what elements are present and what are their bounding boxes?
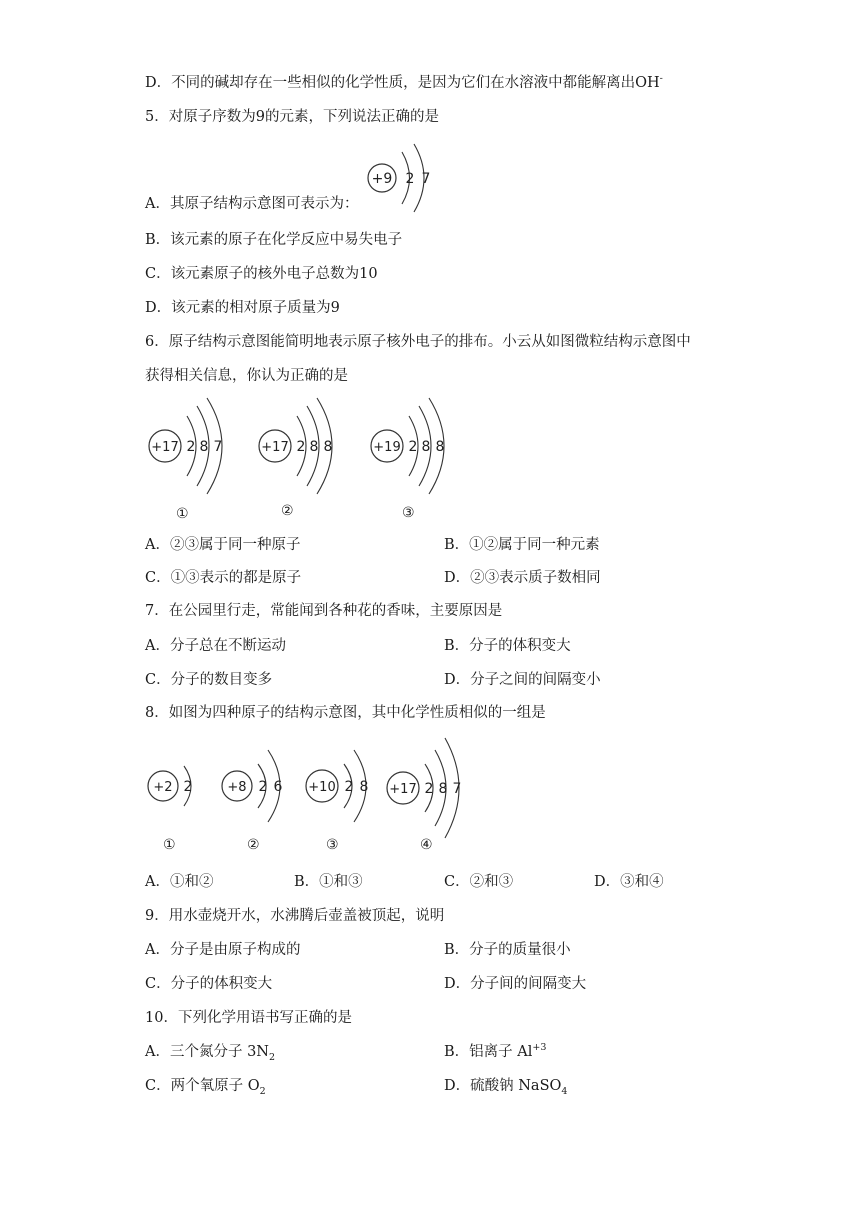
q8-atom-2-nucleus-label: +8 bbox=[227, 780, 247, 795]
q8-atom-4-shell-3-count: 7 bbox=[452, 781, 462, 797]
q8-atom-2-svg bbox=[220, 742, 300, 830]
q10-stem: 10．下列化学用语书写正确的是 bbox=[145, 1010, 352, 1026]
q10-option-b-text: B．铝离子 Al bbox=[444, 1044, 533, 1060]
q10-option-c bbox=[145, 1076, 266, 1096]
q6-atom-3-nucleus-label: +19 bbox=[373, 440, 401, 455]
q6-atom-2-svg bbox=[255, 396, 345, 496]
q6-atom-3-label: ③ bbox=[402, 505, 415, 521]
q6-atom-3-shell-3-count: 8 bbox=[435, 439, 445, 455]
q8-atom-1-nucleus-label: +2 bbox=[153, 780, 173, 795]
q5-option-d: D．该元素的相对原子质量为9 bbox=[145, 300, 340, 316]
q4-option-d-sup: - bbox=[659, 73, 663, 85]
q10-option-b bbox=[444, 1042, 546, 1062]
q6-stem-line-1: 6．原子结构示意图能简明地表示原子核外电子的排布。小云从如图微粒结构示意图中 bbox=[145, 334, 691, 350]
q10-option-b-sup: +3 bbox=[532, 1042, 547, 1054]
q5-option-c: C．该元素原子的核外电子总数为10 bbox=[145, 266, 378, 282]
q10-option-a-text: A．三个氮分子 3N bbox=[145, 1044, 269, 1060]
q5-stem: 5．对原子序数为9的元素，下列说法正确的是 bbox=[145, 109, 439, 125]
q8-atom-4-svg bbox=[385, 736, 475, 840]
q8-stem: 8．如图为四种原子的结构示意图，其中化学性质相似的一组是 bbox=[145, 705, 546, 721]
q6-atom-3-shell-2-count: 8 bbox=[421, 439, 431, 455]
q8-atom-3-shell-2-count: 8 bbox=[359, 779, 369, 795]
q6-atom-1-svg bbox=[145, 396, 235, 496]
q6-atom-2-label: ② bbox=[281, 503, 294, 519]
q6-atom-3-svg bbox=[367, 396, 457, 496]
q5-shell-2-count: 7 bbox=[421, 171, 431, 187]
q9-option-d: D．分子间的间隔变大 bbox=[444, 976, 587, 992]
q9-option-b: B．分子的质量很小 bbox=[444, 942, 571, 958]
q8-atom-1-svg bbox=[146, 758, 206, 814]
q6-option-b: B．①②属于同一种元素 bbox=[444, 537, 600, 553]
q8-atom-3-shell-1-count: 2 bbox=[344, 779, 354, 795]
q10-option-d bbox=[444, 1076, 567, 1096]
q7-option-d: D．分子之间的间隔变小 bbox=[444, 672, 601, 688]
q10-option-d-sub: 4 bbox=[561, 1085, 568, 1097]
q8-atom-3-svg bbox=[304, 742, 384, 830]
q9-option-a: A．分子是由原子构成的 bbox=[145, 942, 301, 958]
q8-option-c: C．②和③ bbox=[444, 874, 514, 890]
q8-atom-4-label: ④ bbox=[420, 837, 433, 853]
q8-atom-1-shell-1-count: 2 bbox=[183, 779, 193, 795]
q6-option-c: C．①③表示的都是原子 bbox=[145, 570, 302, 586]
q5-atom-svg bbox=[362, 140, 442, 212]
q8-atom-4-nucleus-label: +17 bbox=[389, 782, 417, 797]
q6-atom-1 bbox=[145, 396, 235, 500]
q8-atom-2-label: ② bbox=[247, 837, 260, 853]
q6-atom-2-shell-2-count: 8 bbox=[309, 439, 319, 455]
q8-atom-4-shell-2-count: 8 bbox=[438, 781, 448, 797]
q9-stem: 9．用水壶烧开水，水沸腾后壶盖被顶起，说明 bbox=[145, 908, 445, 924]
q6-stem-line-2: 获得相关信息，你认为正确的是 bbox=[145, 368, 348, 384]
q10-option-c-sub: 2 bbox=[259, 1085, 266, 1097]
q8-atom-1 bbox=[146, 758, 206, 818]
q5-option-b: B．该元素的原子在化学反应中易失电子 bbox=[145, 232, 403, 248]
q8-atom-1-label: ① bbox=[163, 837, 176, 853]
q8-atom-2-shell-1-count: 2 bbox=[258, 779, 268, 795]
q8-atom-2-shell-2-count: 6 bbox=[273, 779, 283, 795]
q6-option-d: D．②③表示质子数相同 bbox=[444, 570, 601, 586]
q10-option-c-text: C．两个氧原子 O bbox=[145, 1078, 260, 1094]
q10-option-d-text: D．硫酸钠 NaSO bbox=[444, 1078, 562, 1094]
q10-option-a-sub: 2 bbox=[269, 1051, 276, 1063]
q6-atom-1-shell-3-count: 7 bbox=[213, 439, 223, 455]
q6-atom-1-nucleus-label: +17 bbox=[151, 440, 179, 455]
q6-atom-1-shell-2-count: 8 bbox=[199, 439, 209, 455]
q7-option-c: C．分子的数目变多 bbox=[145, 672, 273, 688]
q8-atom-3-nucleus-label: +10 bbox=[308, 780, 336, 795]
q8-option-a: A．①和② bbox=[145, 874, 214, 890]
q7-stem: 7．在公园里行走，常能闻到各种花的香味，主要原因是 bbox=[145, 603, 503, 619]
q5-nucleus-label: +9 bbox=[371, 171, 393, 187]
q8-atom-4 bbox=[385, 736, 475, 844]
q8-atom-4-shell-1-count: 2 bbox=[424, 781, 434, 797]
q6-atom-3-shell-1-count: 2 bbox=[408, 439, 418, 455]
q6-atom-2-shell-3-count: 8 bbox=[323, 439, 333, 455]
q9-option-c: C．分子的体积变大 bbox=[145, 976, 273, 992]
q4-option-d bbox=[145, 73, 663, 93]
q7-option-a: A．分子总在不断运动 bbox=[145, 638, 286, 654]
q5-atom-diagram bbox=[362, 140, 442, 216]
q8-atom-3 bbox=[304, 742, 384, 834]
q6-atom-1-shell-1-count: 2 bbox=[186, 439, 196, 455]
q6-atom-2 bbox=[255, 396, 345, 500]
q5-option-a: A．其原子结构示意图可表示为： bbox=[145, 196, 359, 212]
q8-atom-3-label: ③ bbox=[326, 837, 339, 853]
q4-option-d-text: D．不同的碱却存在一些相似的化学性质，是因为它们在水溶液中都能解离出OH bbox=[145, 75, 660, 91]
q6-atom-1-label: ① bbox=[176, 506, 189, 522]
q10-option-a bbox=[145, 1042, 275, 1062]
q6-option-a: A．②③属于同一种原子 bbox=[145, 537, 301, 553]
q8-atom-2 bbox=[220, 742, 300, 834]
q6-atom-2-nucleus-label: +17 bbox=[261, 440, 289, 455]
q5-shell-1-count: 2 bbox=[405, 171, 415, 187]
q6-atom-3 bbox=[367, 396, 457, 500]
q8-option-d: D．③和④ bbox=[594, 874, 664, 890]
q8-option-b: B．①和③ bbox=[294, 874, 363, 890]
q7-option-b: B．分子的体积变大 bbox=[444, 638, 571, 654]
q6-atom-2-shell-1-count: 2 bbox=[296, 439, 306, 455]
